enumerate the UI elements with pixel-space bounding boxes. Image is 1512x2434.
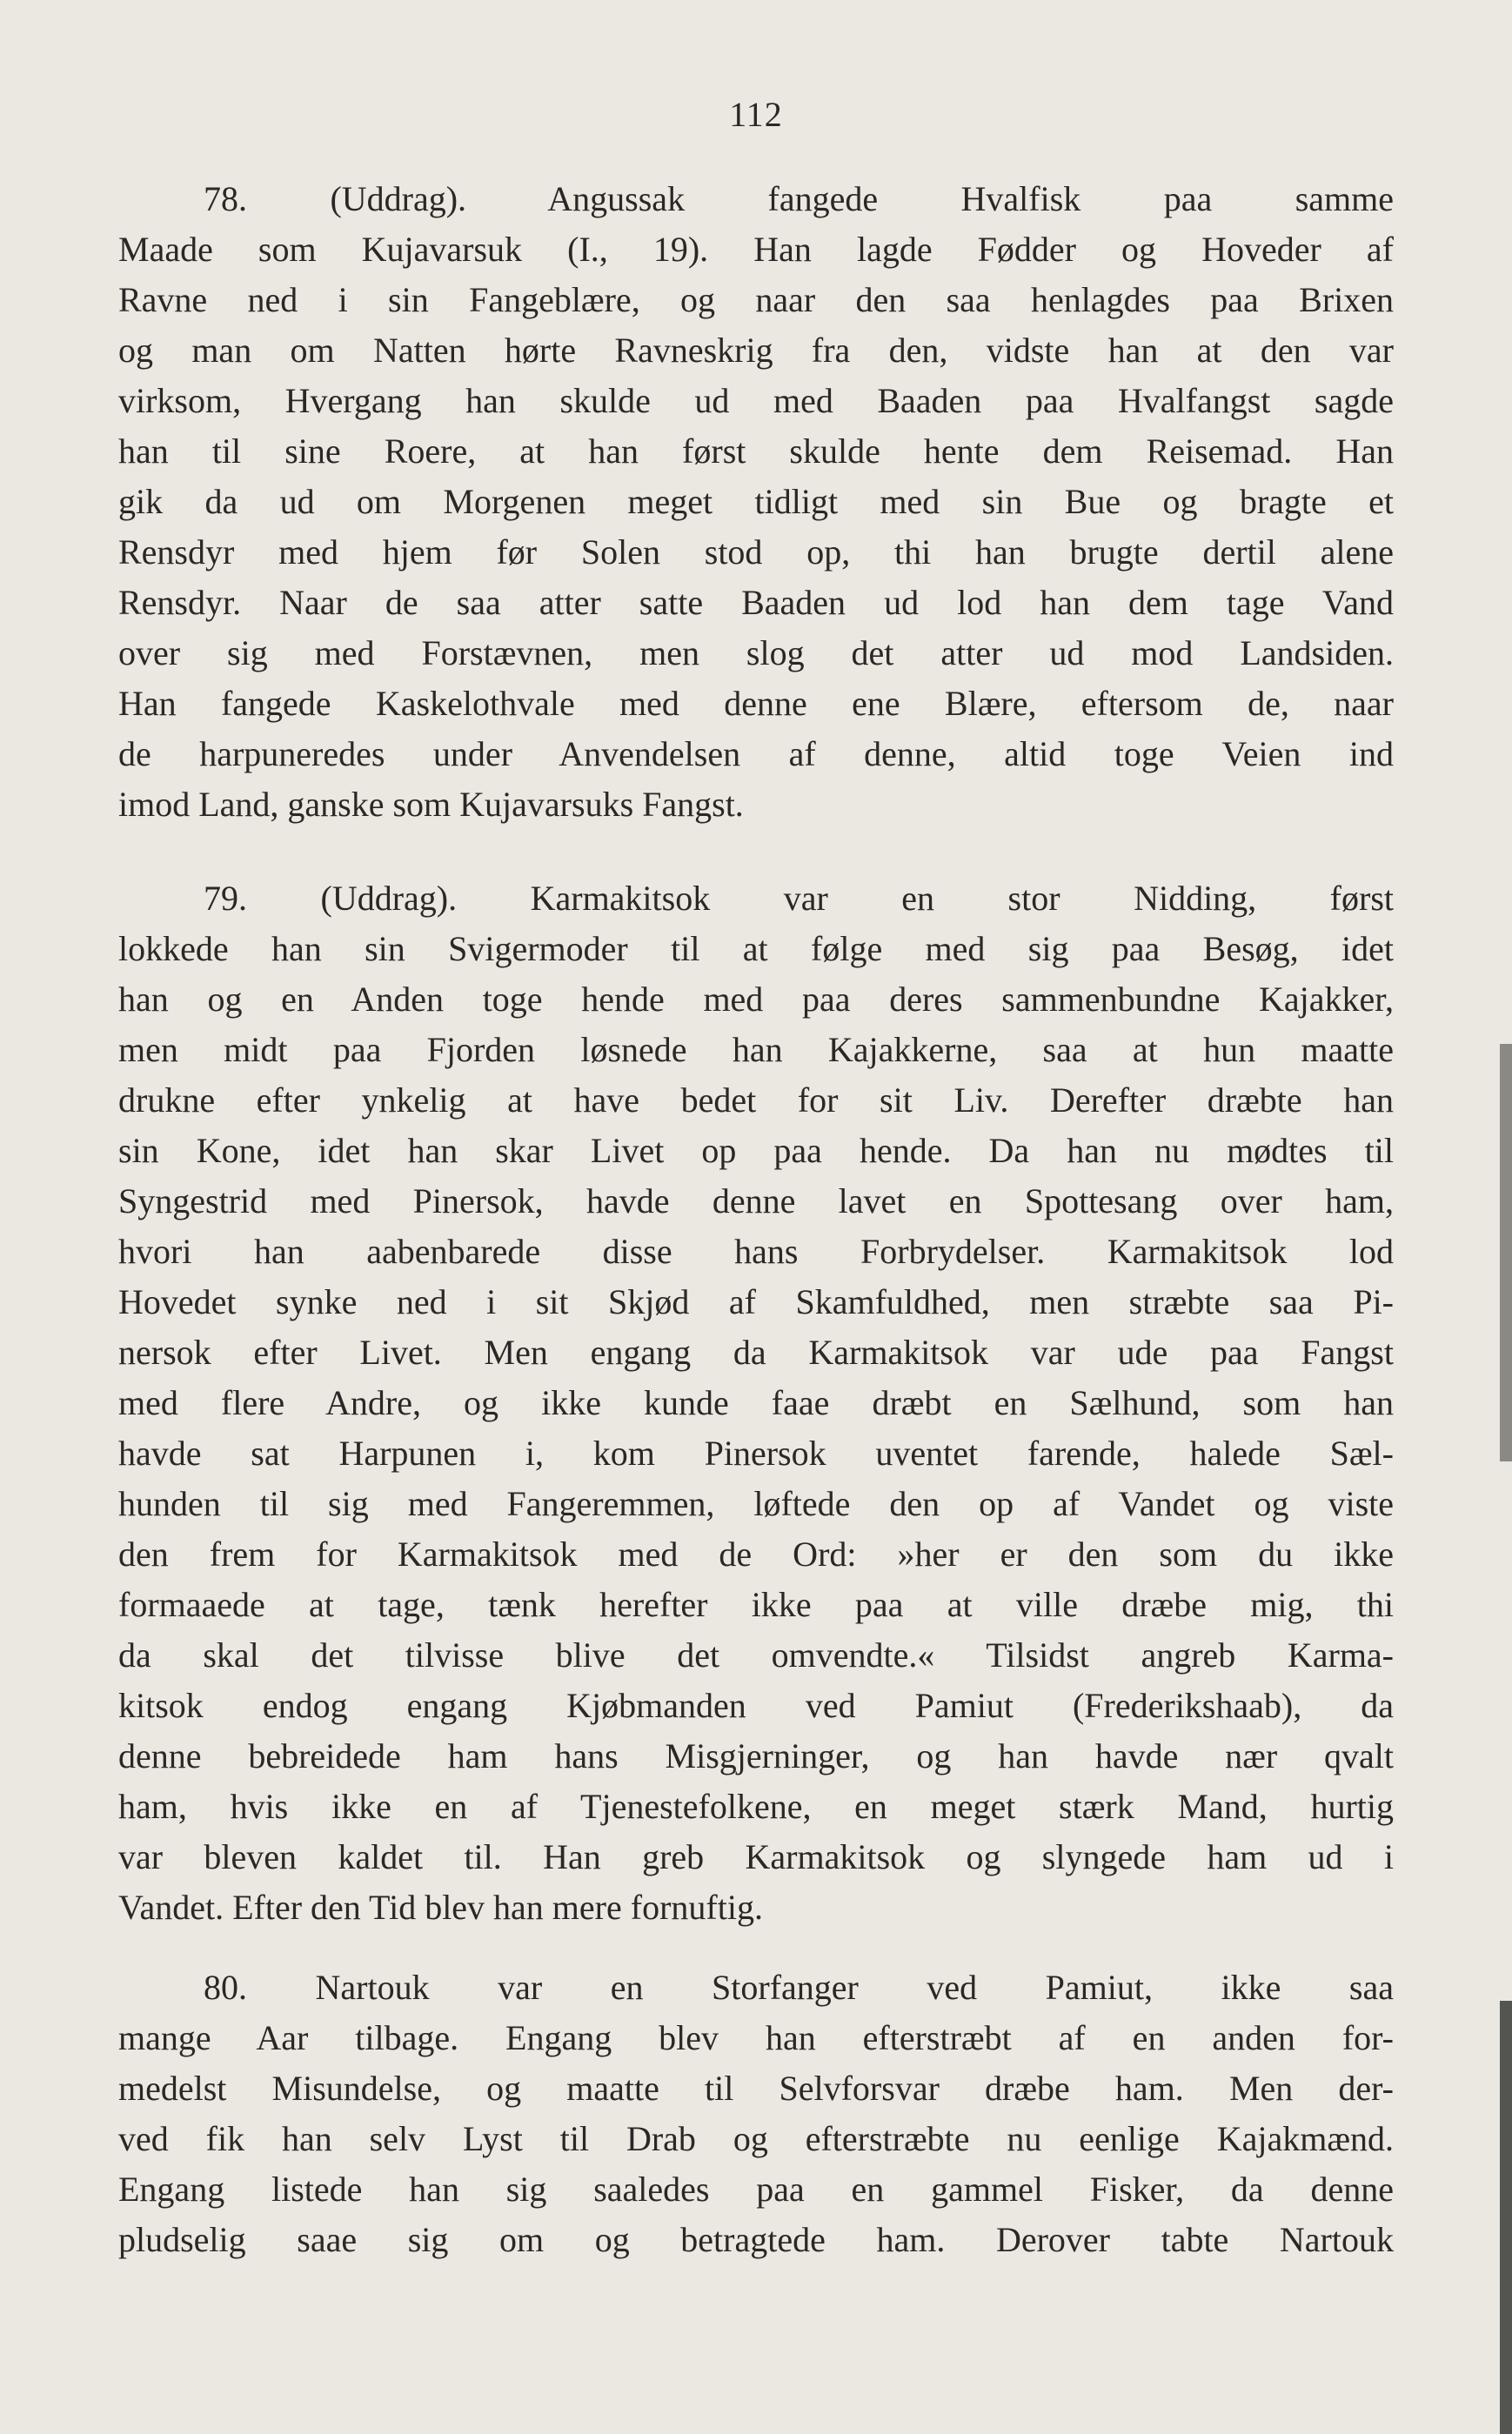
text-line: Rensdyr. Naar de saa atter satte Baaden ud lod han dem tage Vand xyxy=(118,583,1394,622)
page-number: 112 xyxy=(729,95,783,134)
text-line: 78. (Uddrag). Angussak fangede Hvalfisk paa samme xyxy=(204,179,1394,218)
text-line: han til sine Roere, at han først skulde hente dem Reisemad. Han xyxy=(118,431,1394,471)
text-line: virksom, Hvergang han skulde ud med Baaden paa Hvalfangst sagde xyxy=(118,381,1394,420)
text-line: Vandet. Efter den Tid blev han mere fornuftig. xyxy=(118,1888,763,1927)
text-line: Maade som Kujavarsuk (I., 19). Han lagde Fødder og Hoveder af xyxy=(118,230,1394,269)
text-line: 79. (Uddrag). Karmakitsok var en stor Nidding, først xyxy=(204,879,1394,918)
text-line: men midt paa Fjorden løsnede han Kajakkerne, saa at hun maatte xyxy=(118,1030,1394,1069)
text-line: imod Land, ganske som Kujavarsuks Fangst. xyxy=(118,785,744,824)
text-line: pludselig saae sig om og betragtede ham. Derover tabte Nartouk xyxy=(118,2220,1394,2259)
text-line: ved fik han selv Lyst til Drab og efterstræbte nu eenlige Kajakmænd. xyxy=(118,2119,1394,2158)
text-line: den frem for Karmakitsok med de Ord: »her er den som du ikke xyxy=(118,1535,1394,1574)
text-line: Ravne ned i sin Fangeblære, og naar den saa henlagdes paa Brixen xyxy=(118,280,1394,319)
text-line: mange Aar tilbage. Engang blev han efterstræbt af en anden for- xyxy=(118,2018,1394,2057)
scan-edge-mark xyxy=(1500,2001,1512,2434)
text-line: formaaede at tage, tænk herefter ikke paa at ville dræbe mig, thi xyxy=(118,1585,1394,1624)
text-line: drukne efter ynkelig at have bedet for sit Liv. Derefter dræbte han xyxy=(118,1080,1394,1120)
text-line: Han fangede Kaskelothvale med denne ene Blære, eftersom de, naar xyxy=(118,684,1394,723)
text-line: de harpuneredes under Anvendelsen af denne, altid toge Veien ind xyxy=(118,734,1394,773)
paragraph-80 xyxy=(118,1963,1394,2265)
text-line: hunden til sig med Fangeremmen, løftede den op af Vandet og viste xyxy=(118,1484,1394,1523)
text-line: havde sat Harpunen i, kom Pinersok uventet farende, halede Sæl- xyxy=(118,1434,1394,1473)
text-line: han og en Anden toge hende med paa deres sammenbundne Kajakker, xyxy=(118,980,1394,1019)
text-line: sin Kone, idet han skar Livet op paa hende. Da han nu mødtes til xyxy=(118,1131,1394,1170)
text-line: gik da ud om Morgenen meget tidligt med sin Bue og bragte et xyxy=(118,482,1394,521)
text-line: Hovedet synke ned i sit Skjød af Skamfuldhed, men stræbte saa Pi- xyxy=(118,1282,1394,1321)
text-line: lokkede han sin Svigermoder til at følge med sig paa Besøg, idet xyxy=(118,929,1394,968)
text-line: denne bebreidede ham hans Misgjerninger, og han havde nær qvalt xyxy=(118,1736,1394,1775)
text-line: da skal det tilvisse blive det omvendte.« Tilsidst angreb Karma- xyxy=(118,1635,1394,1675)
paragraph-78 xyxy=(118,174,1394,830)
text-line: ham, hvis ikke en af Tjenestefolkene, en meget stærk Mand, hurtig xyxy=(118,1787,1394,1826)
text-line: hvori han aabenbarede disse hans Forbrydelser. Karmakitsok lod xyxy=(118,1232,1394,1271)
text-line: Engang listede han sig saaledes paa en gammel Fisker, da denne xyxy=(118,2170,1394,2209)
text-line: kitsok endog engang Kjøbmanden ved Pamiut (Frederikshaab), da xyxy=(118,1686,1394,1725)
text-line: nersok efter Livet. Men engang da Karmakitsok var ude paa Fangst xyxy=(118,1333,1394,1372)
scan-edge-mark xyxy=(1500,1044,1512,1461)
text-line: Rensdyr med hjem før Solen stod op, thi han brugte dertil alene xyxy=(118,532,1394,572)
paragraph-79 xyxy=(118,873,1394,1933)
text-line: 80. Nartouk var en Storfanger ved Pamiut, ikke saa xyxy=(204,1968,1394,2007)
text-line: Syngestrid med Pinersok, havde denne lavet en Spottesang over ham, xyxy=(118,1181,1394,1220)
text-line: medelst Misundelse, og maatte til Selvforsvar dræbe ham. Men der- xyxy=(118,2069,1394,2108)
text-line: og man om Natten hørte Ravneskrig fra den, vidste han at den var xyxy=(118,331,1394,370)
text-line: var bleven kaldet til. Han greb Karmakitsok og slyngede ham ud i xyxy=(118,1837,1394,1876)
text-line: med flere Andre, og ikke kunde faae dræbt en Sælhund, som han xyxy=(118,1383,1394,1422)
text-line: over sig med Forstævnen, men slog det atter ud mod Landsiden. xyxy=(118,633,1394,672)
